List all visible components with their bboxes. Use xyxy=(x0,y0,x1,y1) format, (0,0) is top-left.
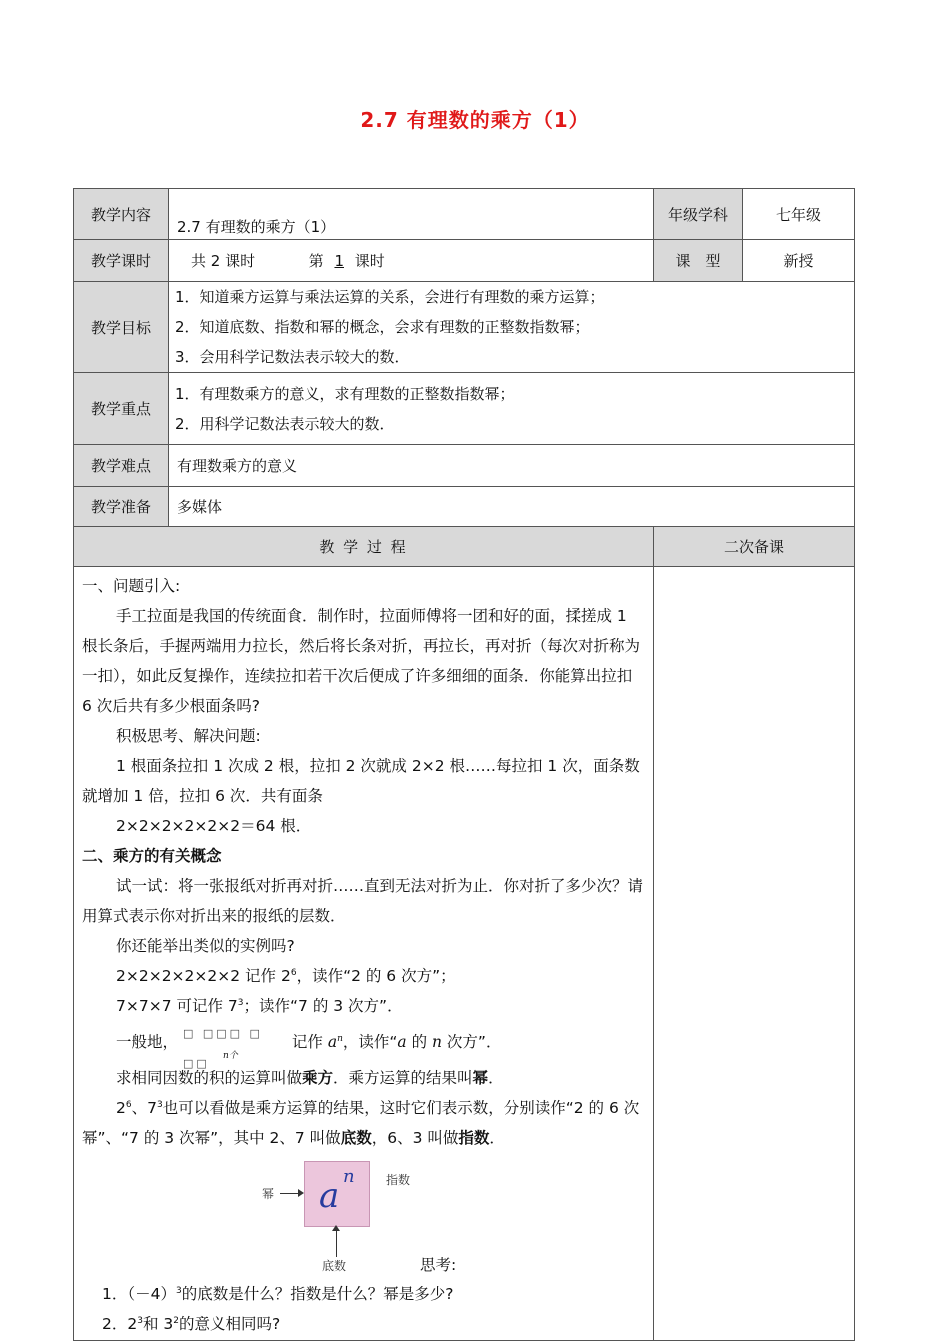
period-current-suffix: 课时 xyxy=(354,252,385,270)
arrow-right-icon xyxy=(280,1193,302,1194)
paragraph: 2×2×2×2×2×2 记作 $2^6$，读作“2 的 6 次方”； xyxy=(116,967,456,985)
goal-item: 3．会用科学记数法表示较大的数． xyxy=(175,348,410,366)
key-label: 教学重点 xyxy=(74,373,169,445)
paragraph: 7×7×7 可记作 $7^3$；读作“7 的 3 次方”． xyxy=(116,997,403,1015)
paragraph: 积极思考、解决问题: xyxy=(116,727,261,745)
process-body xyxy=(74,567,654,1341)
think-label: 思考: xyxy=(420,1256,457,1274)
difficulty-value: 有理数乘方的意义 xyxy=(169,445,855,487)
type-label: 课 型 xyxy=(654,240,743,282)
key-item: 2．用科学记数法表示较大的数． xyxy=(175,414,395,433)
paragraph: 1 根面条拉扣 1 次成 2 根，拉扣 2 次就成 2×2 根……每拉扣 1 次，面条数就增加 1 倍，拉扣 6 次．共有面条 xyxy=(82,757,640,805)
backup-header: 二次备课 xyxy=(654,527,855,567)
section2-heading: 二、乘方的有关概念 xyxy=(82,847,222,865)
page-title: 2.7 有理数的乘方（1） xyxy=(360,108,590,132)
period-current-prefix: 第 xyxy=(308,252,324,270)
paragraph: 求相同因数的积的运算叫做乘方．乘方运算的结果叫幂． xyxy=(116,1069,504,1087)
difficulty-label: 教学难点 xyxy=(74,445,169,487)
period-current-num: 1 xyxy=(334,252,344,270)
grade-label: 年级学科 xyxy=(654,189,743,240)
question-2: 2．$2^3$和 $3^2$的意义相同吗? xyxy=(102,1315,281,1333)
arrow-up-icon xyxy=(336,1227,337,1257)
repeated-factor-expression: □ □□□ □ □□ n个 xyxy=(182,1027,263,1070)
exponent-label: 指数 xyxy=(386,1173,411,1187)
goal-item: 1．知道乘方运算与乘法运算的关系，会进行有理数的乘方运算； xyxy=(175,288,605,306)
goals-label: 教学目标 xyxy=(74,282,169,373)
general-definition: 一般地， □ □□□ □ □□ n个 记作 $a^n$，读作“a 的 n 次方”． xyxy=(116,1027,502,1070)
lesson-plan-table xyxy=(73,188,855,1341)
paragraph: 试一试：将一张报纸对折再对折……直到无法对折为止．你对折了多少次？请用算式表示你对折出来的报纸的层数． xyxy=(82,877,644,925)
power-label: 幂 xyxy=(262,1187,275,1201)
key-list xyxy=(169,373,855,445)
prep-value: 多媒体 xyxy=(169,487,855,527)
period-total: 共 2 课时 xyxy=(191,252,256,270)
power-diagram xyxy=(82,1153,647,1274)
type-value: 新授 xyxy=(743,240,855,282)
grade-value: 七年级 xyxy=(743,189,855,240)
question-1: 1．$(-4)^3$的底数是什么？指数是什么？幂是多少? xyxy=(102,1285,454,1303)
process-header: 教 学 过 程 xyxy=(74,527,654,567)
backup-notes-area[interactable] xyxy=(654,567,855,1341)
period-value xyxy=(169,240,654,282)
content-value: 2.7 有理数的乘方（1） xyxy=(169,189,654,240)
paragraph: 2×2×2×2×2×2＝64 根． xyxy=(116,817,312,835)
power-box: a n xyxy=(304,1161,370,1227)
paragraph: $2^6$、$7^3$也可以看做是乘方运算的结果，这时它们表示数，分别读作“2 的 6 次幂”、“7 的 3 次幂”，其中 2、7 叫做底数，6、3 叫做指数． xyxy=(82,1099,640,1147)
base-label: 底数 xyxy=(322,1259,347,1273)
period-label: 教学课时 xyxy=(74,240,169,282)
paragraph: 手工拉面是我国的传统面食．制作时，拉面师傅将一团和好的面，揉搓成 1 根长条后，手握两端用力拉长，然后将长条对折，再拉长，再对折（每次对折称为一扣），如此反复操作，连续拉扣若干次后便成了许多细细的面条．你能算出拉扣 6 次后共有多少根面条吗? xyxy=(82,607,641,715)
key-item: 1．有理数乘方的意义，求有理数的正整数指数幂； xyxy=(175,384,515,403)
prep-label: 教学准备 xyxy=(74,487,169,527)
section1-heading: 一、问题引入: xyxy=(82,577,181,595)
paragraph: 你还能举出类似的实例吗? xyxy=(116,937,295,955)
goals-list xyxy=(169,282,855,373)
content-label: 教学内容 xyxy=(74,189,169,240)
goal-item: 2．知道底数、指数和幂的概念，会求有理数的正整数指数幂； xyxy=(175,318,590,336)
